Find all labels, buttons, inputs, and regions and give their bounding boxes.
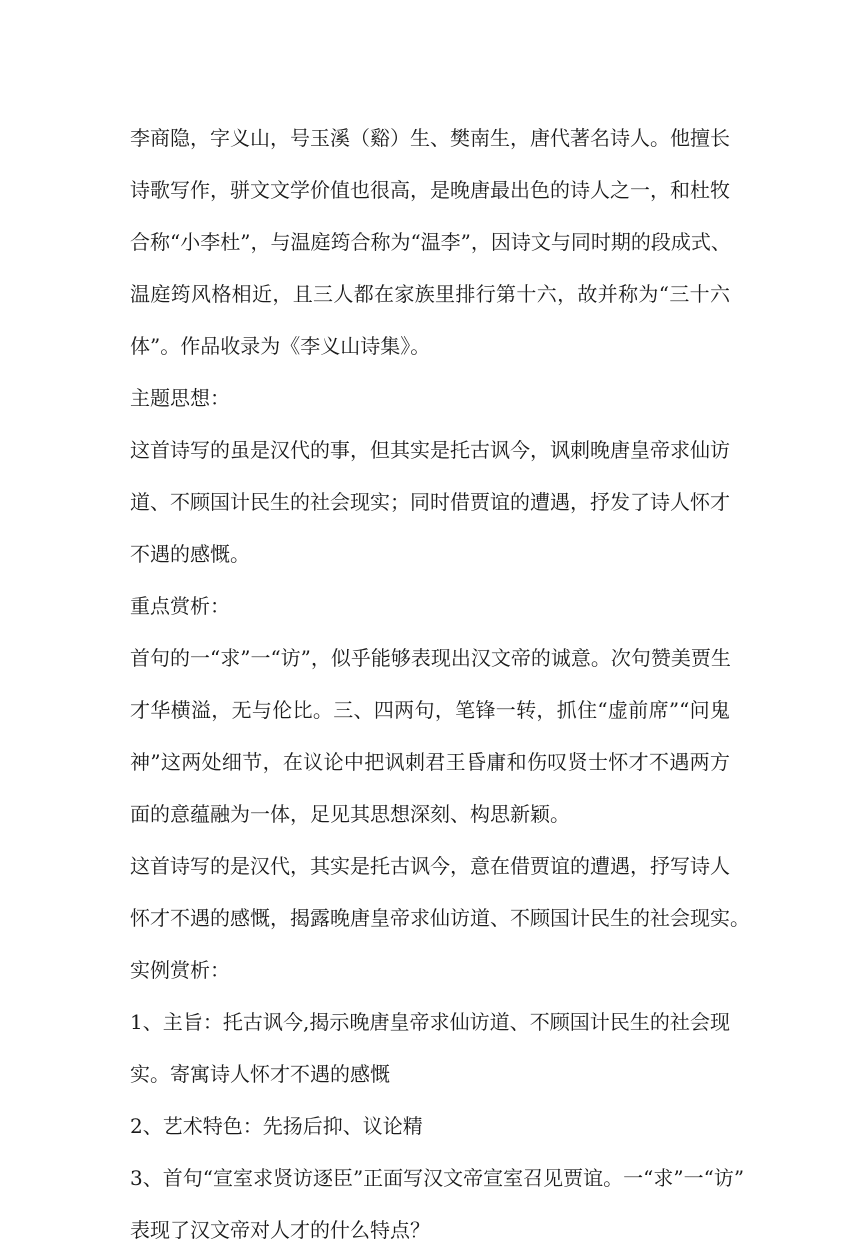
section-heading: 重点赏析： — [130, 594, 230, 618]
text-line: 这首诗写的虽是汉代的事，但其实是托古讽今，讽刺晚唐皇帝求仙访 — [130, 438, 730, 462]
text-line: 神”这两处细节，在议论中把讽刺君王昏庸和伤叹贤士怀才不遇两方 — [130, 750, 730, 774]
text-line: 这首诗写的是汉代，其实是托古讽今，意在借贾谊的遭遇，抒写诗人 — [130, 854, 730, 878]
text-line: 才华横溢，无与伦比。三、四两句，笔锋一转，抓住“虚前席”“问鬼 — [130, 698, 730, 722]
text-line: 表现了汉文帝对人才的什么特点？ — [130, 1218, 430, 1242]
section-heading: 主题思想： — [130, 386, 230, 410]
text-line: 道、不顾国计民生的社会现实；同时借贾谊的遭遇，抒发了诗人怀才 — [130, 490, 730, 514]
section-heading: 实例赏析： — [130, 958, 230, 982]
text-line: 1、主旨：托古讽今,揭示晚唐皇帝求仙访道、不顾国计民生的社会现 — [130, 1010, 730, 1034]
text-line: 首句的一“求”一“访”，似乎能够表现出汉文帝的诚意。次句赞美贾生 — [130, 646, 731, 670]
document-body — [130, 108, 750, 1242]
text-line: 3、首句“宣室求贤访逐臣”正面写汉文帝宣室召见贾谊。一“求”一“访” — [130, 1166, 745, 1190]
text-line: 不遇的感慨。 — [130, 542, 250, 566]
text-line: 面的意蕴融为一体，足见其思想深刻、构思新颖。 — [130, 802, 570, 826]
text-line: 2、艺术特色：先扬后抑、议论精 — [130, 1114, 423, 1138]
text-line: 温庭筠风格相近，且三人都在家族里排行第十六，故并称为“三十六 — [130, 282, 730, 306]
text-line: 合称“小李杜”，与温庭筠合称为“温李”，因诗文与同时期的段成式、 — [130, 230, 731, 254]
text-line: 怀才不遇的感慨，揭露晚唐皇帝求仙访道、不顾国计民生的社会现实。 — [130, 906, 750, 930]
text-line: 体”。作品收录为《李义山诗集》。 — [130, 334, 431, 358]
text-line: 李商隐，字义山，号玉溪（谿）生、樊南生，唐代著名诗人。他擅长 — [130, 126, 730, 150]
text-line: 诗歌写作，骈文文学价值也很高，是晚唐最出色的诗人之一，和杜牧 — [130, 178, 730, 202]
text-line: 实。寄寓诗人怀才不遇的感慨 — [130, 1062, 390, 1086]
